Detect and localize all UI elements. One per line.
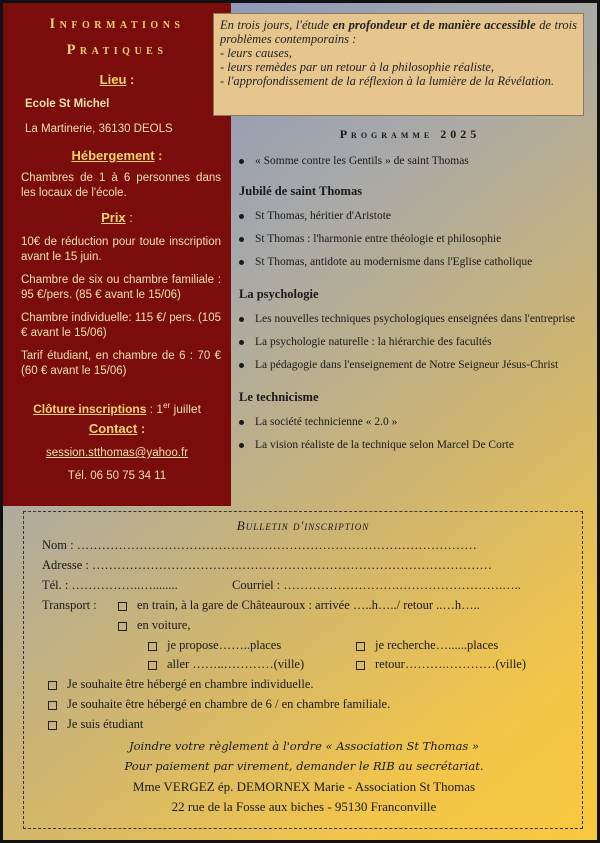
aller-label: aller ……..…………(ville) xyxy=(167,657,305,671)
contact-head: Contact xyxy=(88,421,138,436)
intro-item: - l'approfondissement de la réflexion à la lumière de la Révélation. xyxy=(220,74,554,88)
etudiant-checkbox[interactable] xyxy=(48,721,57,730)
cloture-sup: er xyxy=(163,401,171,410)
lieu-name: Ecole St Michel xyxy=(25,98,110,110)
list-item: La pédagogie dans l'enseignement de Notre Seigneur Jésus-Christ xyxy=(237,354,583,376)
six-checkbox[interactable] xyxy=(48,701,57,710)
voiture-option xyxy=(118,618,190,633)
recherche-label: je recherche…......places xyxy=(375,638,499,652)
prix-heading xyxy=(3,209,231,227)
indiv-checkbox[interactable] xyxy=(48,681,57,690)
list-item: « Somme contre les Gentils » de saint Thomas xyxy=(237,150,583,172)
etudiant-label: Je suis étudiant xyxy=(67,717,144,731)
voiture-label: en voiture, xyxy=(137,618,191,632)
cloture-sep: : xyxy=(146,402,157,416)
etudiant-option xyxy=(48,717,143,732)
six-label: Je souhaite être hébergé en chambre de 6 / en chambre familiale. xyxy=(67,697,391,711)
contact-colon: : xyxy=(137,421,146,436)
section-list xyxy=(237,411,583,456)
prix-item: Chambre individuelle: 115 €/ pers. (105 € avant le 15/06) xyxy=(21,312,221,339)
courriel-field[interactable]: Courriel : ……………………….…………………….….. xyxy=(232,578,521,592)
nom-field[interactable]: Nom : …………………………………………………………………………………… xyxy=(42,538,477,552)
aller-checkbox[interactable] xyxy=(148,661,157,670)
tel-field[interactable]: Tél. : ……………..…........ xyxy=(42,578,178,592)
intro-text-1: En trois jours, l'étude xyxy=(220,18,333,32)
section-list xyxy=(237,205,583,273)
lieu-address: La Martinerie, 36130 DEOLS xyxy=(25,123,173,135)
lieu-colon: : xyxy=(126,72,135,87)
retour-option xyxy=(356,657,526,672)
contact-heading xyxy=(3,420,231,438)
programme-intro-list xyxy=(237,150,583,172)
secretary-address: 22 rue de la Fosse aux biches - 95130 Franconville xyxy=(171,799,437,814)
email-link[interactable]: session.stthomas@yahoo.fr xyxy=(45,447,189,459)
section-title: Le technicisme xyxy=(239,390,319,404)
intro-paragraph xyxy=(220,18,577,46)
intro-box xyxy=(213,13,584,116)
recherche-option xyxy=(356,638,498,653)
recherche-checkbox[interactable] xyxy=(356,642,365,651)
prix-head-text: Prix xyxy=(101,210,126,225)
indiv-label: Je souhaite être hébergé en chambre individuelle. xyxy=(67,677,314,691)
section-title: La psychologie xyxy=(239,287,319,301)
six-option xyxy=(48,697,390,712)
list-item: La société technicienne « 2.0 » xyxy=(237,411,583,433)
propose-label: je propose……..places xyxy=(167,638,282,652)
intro-text-end: de trois problèmes contemporains : xyxy=(220,18,578,46)
cloture-day: 1 xyxy=(156,402,164,416)
list-item: Les nouvelles techniques psychologiques enseignées dans l'entreprise xyxy=(237,308,583,330)
prix-colon: : xyxy=(125,210,133,225)
section-title: Jubilé de saint Thomas xyxy=(239,184,363,198)
hebergement-heading xyxy=(3,147,231,165)
cloture-line xyxy=(3,401,231,416)
list-item: La psychologie naturelle : la hiérarchie des facultés xyxy=(237,331,583,353)
registration-form xyxy=(23,511,583,829)
indiv-option xyxy=(48,677,314,692)
list-item: La vision réaliste de la technique selon Marcel De Corte xyxy=(237,434,583,456)
virement-line: Pour paiement par virement, demander le RIB au secrétariat. xyxy=(124,759,484,773)
info-panel xyxy=(3,3,231,506)
hebergement-text: Chambres de 1 à 6 personnes dans les locaux de l'école. xyxy=(21,172,221,199)
transport-label: Transport : xyxy=(42,598,97,612)
adresse-field[interactable]: Adresse : …………………………………………………………………………………… xyxy=(42,558,492,572)
heberg-head-text: Hébergement xyxy=(71,148,155,163)
cloture-head: Clôture inscriptions xyxy=(33,402,147,416)
list-item: St Thomas, héritier d'Aristote xyxy=(237,205,583,227)
aller-option xyxy=(148,657,304,672)
retour-checkbox[interactable] xyxy=(356,661,365,670)
info-title-line2: Pratiques xyxy=(66,42,168,58)
intro-item: - leurs remèdes par un retour à la philosophie réaliste, xyxy=(220,60,495,74)
contact-phone: Tél. 06 50 75 34 11 xyxy=(67,470,167,482)
voiture-checkbox[interactable] xyxy=(118,622,127,631)
intro-text-bold: en profondeur et de manière accessible xyxy=(332,18,536,32)
propose-option xyxy=(148,638,281,653)
programme-title: Programme 2025 xyxy=(339,127,481,141)
intro-item: - leurs causes, xyxy=(220,46,292,60)
propose-checkbox[interactable] xyxy=(148,642,157,651)
retour-label: retour……….…………(ville) xyxy=(375,657,527,671)
lieu-heading xyxy=(3,71,231,89)
prix-item: 10€ de réduction pour toute inscription avant le 15 juin. xyxy=(21,236,221,263)
train-option xyxy=(118,598,480,613)
form-title: Bulletin d'inscription xyxy=(236,518,370,533)
info-title-line1: Informations xyxy=(49,16,185,32)
section-list xyxy=(237,308,583,376)
heberg-colon: : xyxy=(154,148,163,163)
programme xyxy=(237,127,583,457)
list-item: St Thomas, antidote au modernisme dans l'Eglise catholique xyxy=(237,251,583,273)
prix-item: Tarif étudiant, en chambre de 6 : 70 € (60 € avant le 15/06) xyxy=(21,350,221,377)
prix-item: Chambre de six ou chambre familiale : 95 €/pers. (85 € avant le 15/06) xyxy=(21,274,221,301)
contact-email[interactable] xyxy=(3,446,231,461)
secretary-name: Mme VERGEZ ép. DEMORNEX Marie - Association St Thomas xyxy=(132,779,476,794)
cloture-month: juillet xyxy=(170,402,201,416)
list-item: St Thomas : l'harmonie entre théologie et philosophie xyxy=(237,228,583,250)
train-label: en train, à la gare de Châteauroux : arrivée …..h…../ retour ..…h….. xyxy=(137,598,480,612)
payment-order-line: Joindre votre règlement à l'ordre « Association St Thomas » xyxy=(128,739,480,753)
train-checkbox[interactable] xyxy=(118,602,127,611)
lieu-head-text: Lieu xyxy=(99,72,127,87)
